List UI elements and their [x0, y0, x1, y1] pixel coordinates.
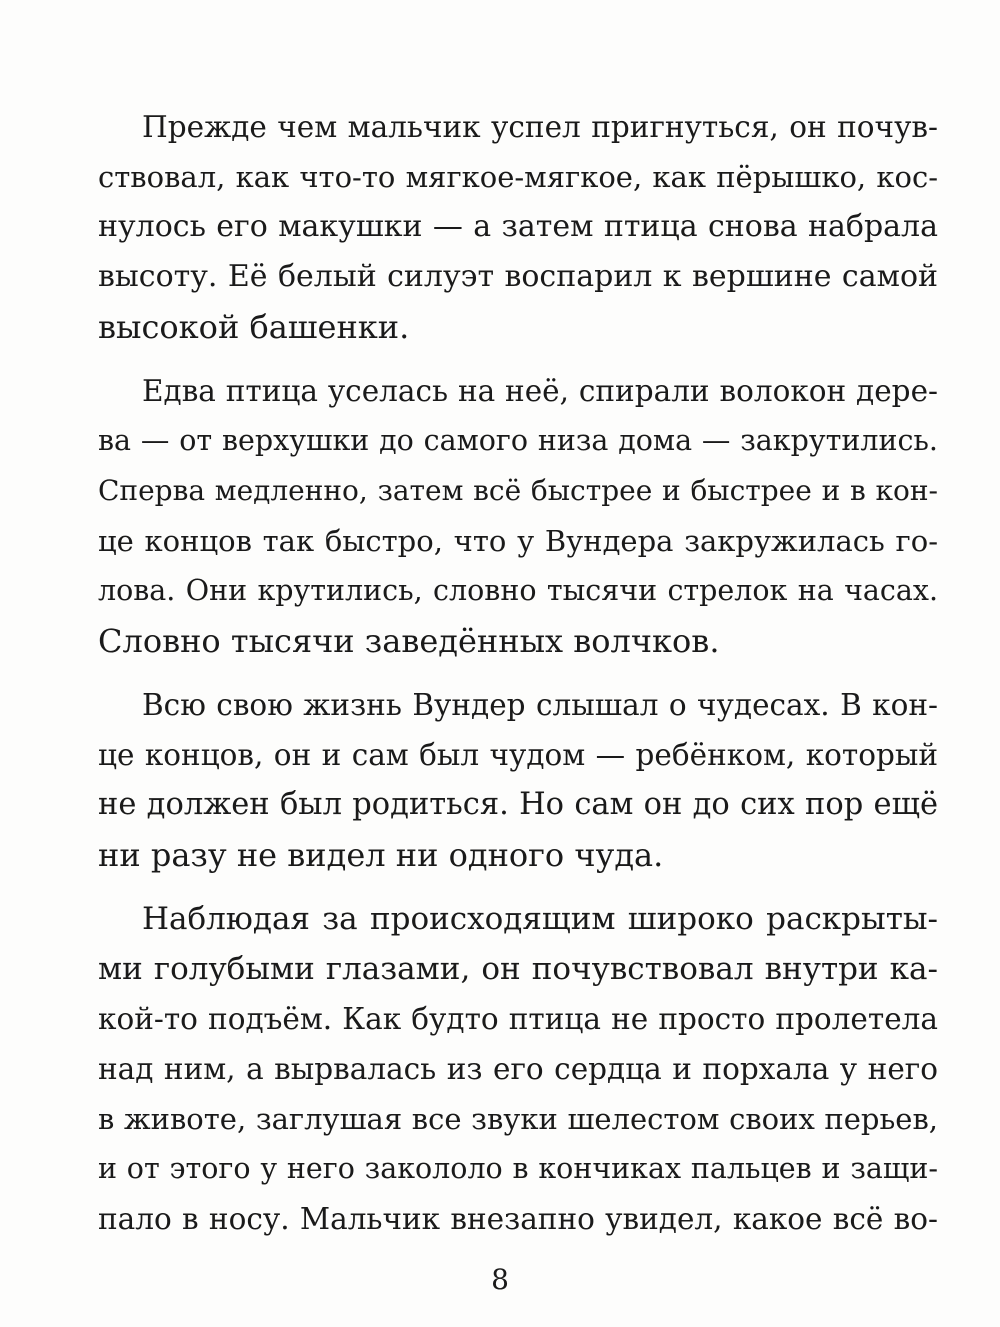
text-line: Сперва медленно, затем всё быстрее и быстрее и в кон-	[98, 474, 938, 507]
text-line: Прежде чем мальчик успел пригнуться, он почув-	[142, 110, 938, 144]
page-number: 8	[491, 1263, 509, 1296]
text-line: пало в носу. Мальчик внезапно увидел, какое всё во-	[98, 1202, 938, 1236]
text-line: ни разу не видел ни одного чуда.	[98, 836, 664, 874]
text-line: кой-то подъём. Как будто птица не просто пролетела	[98, 1002, 938, 1036]
text-line: ми голубыми глазами, он почувствовал внутри ка-	[98, 951, 938, 987]
text-line: лова. Они крутились, словно тысячи стрелок на часах.	[98, 574, 938, 607]
text-line: Словно тысячи заведённых волчков.	[98, 622, 720, 660]
text-line: над ним, а вырвалась из его сердца и порхала у него	[98, 1052, 938, 1086]
text-line: не должен был родиться. Но сам он до сих пор ещё	[98, 787, 938, 822]
text-line: в животе, заглушая все звуки шелестом своих перьев,	[98, 1102, 938, 1136]
text-line: Наблюдая за происходящим широко раскрыты-	[142, 901, 938, 937]
text-line: высокой башенки.	[98, 308, 410, 346]
body-text	[98, 102, 938, 1258]
text-line: нулось его макушки — а затем птица снова набрала	[98, 209, 938, 244]
paragraph	[98, 366, 938, 666]
text-line: и от этого у него закололо в кончиках пальцев и защи-	[98, 1152, 938, 1185]
text-line: высоту. Её белый силуэт воспарил к вершине самой	[98, 259, 938, 294]
text-line: це концов так быстро, что у Вундера закружилась го-	[98, 524, 938, 558]
text-line: Всю свою жизнь Вундер слышал о чудесах. В кон-	[142, 688, 938, 722]
text-line: ва — от верхушки до самого низа дома — закрутились.	[98, 424, 938, 457]
text-line: Едва птица уселась на неё, спирали волокон дере-	[142, 374, 938, 408]
text-line: це концов, он и сам был чудом — ребёнком, который	[98, 738, 938, 772]
paragraph	[98, 894, 938, 1244]
paragraph	[98, 680, 938, 880]
text-line: ствовал, как что-то мягкое-мягкое, как пёрышко, кос-	[98, 160, 938, 194]
paragraph	[98, 102, 938, 352]
